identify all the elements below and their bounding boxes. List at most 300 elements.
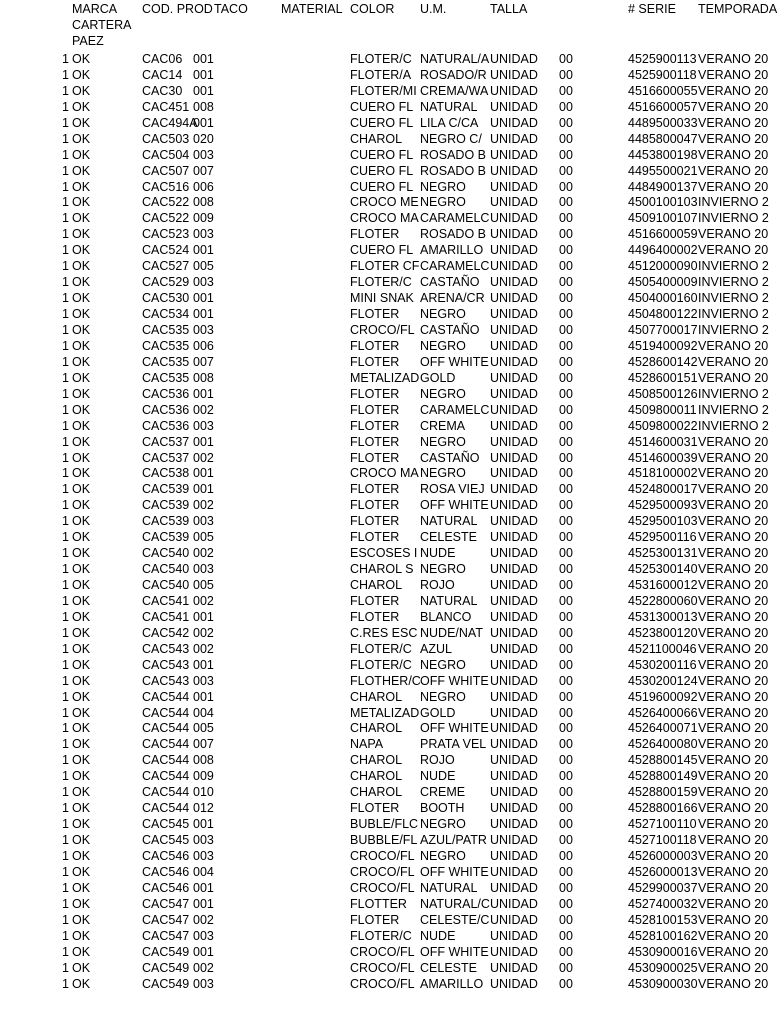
cell-color: CASTAÑO	[420, 275, 480, 290]
table-row	[0, 322, 768, 338]
cell-talla: 00	[559, 195, 573, 210]
table-row	[0, 960, 768, 976]
cell-cantidad: 1	[62, 593, 69, 608]
cell-cantidad: 1	[62, 657, 69, 672]
cell-um: UNIDAD	[490, 147, 538, 162]
cell-cantidad: 1	[62, 801, 69, 816]
cell-serie: 4512000090	[628, 259, 698, 274]
cell-material: CHAROL	[350, 689, 403, 704]
cell-cantidad: 1	[62, 307, 69, 322]
cell-talla: 00	[559, 737, 573, 752]
cell-um: UNIDAD	[490, 179, 538, 194]
cell-taco: 001	[193, 689, 214, 704]
cell-serie: 4489500033	[628, 115, 698, 130]
cell-taco: 001	[193, 83, 214, 98]
cell-talla: 00	[559, 689, 573, 704]
cell-marca: OK	[72, 657, 91, 672]
cell-temporada: VERANO 20	[698, 530, 769, 545]
cell-cantidad: 1	[62, 530, 69, 545]
cell-talla: 00	[559, 912, 573, 927]
cell-cod-prod: CAC541	[142, 609, 190, 624]
cell-serie: 4500100103	[628, 195, 698, 210]
cell-temporada: INVIERNO 2	[698, 275, 769, 290]
cell-talla: 00	[559, 562, 573, 577]
cell-marca: OK	[72, 466, 91, 481]
cell-serie: 4528100162	[628, 928, 698, 943]
cell-cantidad: 1	[62, 498, 69, 513]
cell-material: NAPA	[350, 737, 384, 752]
cell-cod-prod: CAC536	[142, 418, 190, 433]
cell-talla: 00	[559, 243, 573, 258]
cell-talla: 00	[559, 864, 573, 879]
cell-cod-prod: CAC535	[142, 322, 190, 337]
cell-talla: 00	[559, 753, 573, 768]
cell-cod-prod: CAC540	[142, 546, 190, 561]
cell-material: FLOTER/C	[350, 928, 412, 943]
cell-marca: OK	[72, 179, 91, 194]
cell-marca: OK	[72, 721, 91, 736]
cell-um: UNIDAD	[490, 67, 538, 82]
table-row	[0, 641, 768, 657]
cell-cantidad: 1	[62, 833, 69, 848]
cell-cantidad: 1	[62, 402, 69, 417]
cell-cantidad: 1	[62, 609, 69, 624]
cell-material: CROCO/FL	[350, 864, 415, 879]
cell-marca: OK	[72, 928, 91, 943]
cell-marca: OK	[72, 801, 91, 816]
cell-serie: 4529500116	[628, 530, 697, 545]
cell-material: FLOTER	[350, 609, 400, 624]
cell-um: UNIDAD	[490, 243, 538, 258]
table-row	[0, 338, 768, 354]
cell-marca: OK	[72, 753, 91, 768]
cell-talla: 00	[559, 322, 573, 337]
cell-color: NEGRO	[420, 689, 466, 704]
cell-material: FLOTER	[350, 450, 400, 465]
cell-taco: 007	[193, 354, 214, 369]
cell-material: CHAROL	[350, 769, 403, 784]
cell-cod-prod: CAC530	[142, 291, 190, 306]
cell-taco: 008	[193, 753, 214, 768]
cell-talla: 00	[559, 402, 573, 417]
cell-talla: 00	[559, 514, 573, 529]
table-row	[0, 944, 768, 960]
cell-color: CREMA	[420, 418, 466, 433]
cell-um: UNIDAD	[490, 211, 538, 226]
cell-cantidad: 1	[62, 195, 69, 210]
cell-temporada: VERANO 20	[698, 578, 769, 593]
cell-color: NEGRO	[420, 562, 466, 577]
cell-taco: 001	[193, 434, 214, 449]
cell-um: UNIDAD	[490, 578, 538, 593]
cell-taco: 001	[193, 817, 214, 832]
cell-serie: 4521100046	[628, 641, 697, 656]
cell-serie: 4528800166	[628, 801, 698, 816]
cell-material: FLOTER	[350, 498, 400, 513]
header-talla: TALLA	[490, 2, 528, 16]
cell-serie: 4509100107	[628, 211, 698, 226]
cell-taco: 005	[193, 578, 214, 593]
cell-cantidad: 1	[62, 928, 69, 943]
cell-cantidad: 1	[62, 944, 69, 959]
cell-material: FLOTER/MI	[350, 83, 417, 98]
cell-temporada: VERANO 20	[698, 115, 769, 130]
table-row	[0, 912, 768, 928]
table-row	[0, 880, 768, 896]
cell-color: NEGRO	[420, 849, 466, 863]
cell-taco: 006	[193, 179, 214, 194]
cell-talla: 00	[559, 721, 573, 736]
cell-talla: 00	[559, 976, 573, 991]
cell-taco: 001	[193, 115, 214, 130]
table-row	[0, 402, 768, 418]
cell-cantidad: 1	[62, 354, 69, 369]
cell-taco: 001	[193, 243, 214, 258]
cell-temporada: VERANO 20	[698, 52, 769, 66]
cell-talla: 00	[559, 769, 573, 784]
cell-temporada: VERANO 20	[698, 609, 769, 624]
cell-talla: 00	[559, 434, 573, 449]
cell-marca: OK	[72, 944, 91, 959]
cell-material: CUERO FL	[350, 243, 414, 258]
table-row	[0, 609, 768, 625]
cell-taco: 001	[193, 880, 214, 895]
cell-material: FLOTTER	[350, 896, 407, 911]
cell-color: ROSADO B	[420, 147, 486, 162]
cell-marca: OK	[72, 769, 91, 784]
cell-color: AZUL	[420, 641, 452, 656]
cell-material: CROCO/FL	[350, 849, 415, 863]
cell-serie: 4518100002	[628, 466, 698, 481]
cell-marca: OK	[72, 641, 91, 656]
cell-talla: 00	[559, 450, 573, 465]
cell-cod-prod: CAC544	[142, 721, 190, 736]
cell-talla: 00	[559, 83, 573, 98]
cell-um: UNIDAD	[490, 370, 538, 385]
cell-taco: 009	[193, 769, 214, 784]
cell-cantidad: 1	[62, 864, 69, 879]
cell-cod-prod: CAC546	[142, 880, 190, 895]
cell-taco: 002	[193, 450, 214, 465]
cell-cantidad: 1	[62, 705, 69, 720]
header-marca-line3: PAEZ	[72, 34, 104, 48]
cell-material: CROCO MA	[350, 211, 419, 226]
cell-material: METALIZAD	[350, 705, 420, 720]
cell-temporada: VERANO 20	[698, 179, 769, 194]
cell-cod-prod: CAC544	[142, 785, 190, 800]
cell-temporada: VERANO 20	[698, 769, 769, 784]
cell-serie: 4508500126	[628, 386, 698, 401]
cell-color: ROSADO B	[420, 163, 486, 178]
cell-material: FLOTER/A	[350, 67, 412, 82]
cell-color: AZUL/PATR	[420, 833, 487, 848]
cell-cantidad: 1	[62, 115, 69, 130]
cell-temporada: VERANO 20	[698, 370, 769, 385]
cell-color: GOLD	[420, 370, 456, 385]
cell-talla: 00	[559, 609, 573, 624]
cell-talla: 00	[559, 179, 573, 194]
table-row	[0, 784, 768, 800]
table-row	[0, 657, 768, 673]
cell-color: NUDE	[420, 546, 456, 561]
cell-cod-prod: CAC539	[142, 498, 190, 513]
cell-cantidad: 1	[62, 514, 69, 529]
cell-cod-prod: CAC547	[142, 928, 190, 943]
cell-cod-prod: CAC545	[142, 833, 190, 848]
cell-marca: OK	[72, 338, 91, 353]
cell-cod-prod: CAC549	[142, 960, 190, 975]
header-color: COLOR	[350, 2, 395, 16]
cell-talla: 00	[559, 960, 573, 975]
cell-cantidad: 1	[62, 418, 69, 433]
cell-talla: 00	[559, 801, 573, 816]
cell-color: ROJO	[420, 753, 455, 768]
cell-color: ROSADO B	[420, 227, 486, 242]
cell-marca: OK	[72, 275, 91, 290]
cell-color: NEGRO	[420, 179, 466, 194]
cell-cod-prod: CAC527	[142, 259, 190, 274]
cell-material: ESCOSES I	[350, 546, 418, 561]
cell-serie: 4516600059	[628, 227, 698, 242]
cell-taco: 008	[193, 370, 214, 385]
cell-um: UNIDAD	[490, 83, 538, 98]
cell-cantidad: 1	[62, 131, 69, 146]
cell-taco: 005	[193, 530, 214, 545]
cell-taco: 003	[193, 562, 214, 577]
cell-cod-prod: CAC524	[142, 243, 190, 258]
cell-talla: 00	[559, 530, 573, 545]
cell-talla: 00	[559, 307, 573, 322]
cell-marca: OK	[72, 976, 91, 991]
cell-um: UNIDAD	[490, 275, 538, 290]
cell-taco: 001	[193, 896, 214, 911]
cell-color: ROSADO/R	[420, 67, 487, 82]
table-row	[0, 194, 768, 210]
cell-talla: 00	[559, 354, 573, 369]
cell-taco: 001	[193, 386, 214, 401]
header-marca-line1: MARCA	[72, 2, 118, 16]
cell-color: NATURAL/A	[420, 52, 490, 66]
cell-temporada: VERANO 20	[698, 737, 769, 752]
cell-temporada: VERANO 20	[698, 976, 769, 991]
table-row	[0, 274, 768, 290]
cell-cantidad: 1	[62, 370, 69, 385]
cell-taco: 003	[193, 322, 214, 337]
cell-temporada: VERANO 20	[698, 131, 769, 146]
cell-temporada: VERANO 20	[698, 689, 769, 704]
table-row	[0, 928, 768, 944]
cell-temporada: VERANO 20	[698, 705, 769, 720]
cell-talla: 00	[559, 115, 573, 130]
table-row	[0, 83, 768, 99]
cell-talla: 00	[559, 259, 573, 274]
cell-cod-prod: CAC549	[142, 944, 190, 959]
cell-um: UNIDAD	[490, 801, 538, 816]
cell-serie: 4531300013	[628, 609, 698, 624]
cell-talla: 00	[559, 147, 573, 162]
cell-material: FLOTER	[350, 593, 400, 608]
cell-talla: 00	[559, 418, 573, 433]
cell-color: CASTAÑO	[420, 322, 480, 337]
cell-cod-prod: CAC542	[142, 625, 190, 640]
cell-cod-prod: CAC494A	[142, 115, 198, 130]
cell-um: UNIDAD	[490, 131, 538, 146]
cell-cod-prod: CAC537	[142, 434, 190, 449]
cell-temporada: VERANO 20	[698, 514, 769, 529]
table-row	[0, 306, 768, 322]
cell-taco: 003	[193, 227, 214, 242]
cell-temporada: VERANO 20	[698, 498, 769, 513]
cell-color: CARAMELC	[420, 402, 490, 417]
cell-um: UNIDAD	[490, 673, 538, 688]
cell-talla: 00	[559, 817, 573, 832]
cell-cod-prod: CAC544	[142, 769, 190, 784]
cell-cantidad: 1	[62, 386, 69, 401]
table-row	[0, 832, 768, 848]
cell-serie: 4496400002	[628, 243, 698, 258]
cell-material: CUERO FL	[350, 99, 414, 114]
table-row	[0, 67, 768, 83]
cell-temporada: VERANO 20	[698, 864, 769, 879]
table-row	[0, 513, 768, 529]
cell-talla: 00	[559, 163, 573, 178]
cell-color: NATURAL	[420, 514, 478, 529]
table-row	[0, 450, 768, 466]
cell-um: UNIDAD	[490, 896, 538, 911]
cell-material: FLOTHER/C	[350, 673, 421, 688]
cell-temporada: VERANO 20	[698, 960, 769, 975]
cell-serie: 4530200124	[628, 673, 698, 688]
cell-cod-prod: CAC544	[142, 737, 190, 752]
cell-marca: OK	[72, 227, 91, 242]
cell-talla: 00	[559, 482, 573, 497]
cell-cod-prod: CAC522	[142, 211, 190, 226]
cell-temporada: VERANO 20	[698, 227, 769, 242]
cell-um: UNIDAD	[490, 291, 538, 306]
cell-um: UNIDAD	[490, 52, 538, 66]
cell-talla: 00	[559, 578, 573, 593]
cell-marca: OK	[72, 705, 91, 720]
cell-cod-prod: CAC546	[142, 864, 190, 879]
table-row	[0, 864, 768, 880]
cell-taco: 003	[193, 514, 214, 529]
cell-cod-prod: CAC537	[142, 450, 190, 465]
table-row	[0, 51, 768, 67]
cell-um: UNIDAD	[490, 402, 538, 417]
cell-marca: OK	[72, 370, 91, 385]
table-row	[0, 147, 768, 163]
cell-color: NATURAL	[420, 593, 478, 608]
cell-taco: 001	[193, 67, 214, 82]
cell-serie: 4523800120	[628, 625, 698, 640]
table-row	[0, 848, 768, 864]
cell-cantidad: 1	[62, 689, 69, 704]
cell-color: PRATA VEL	[420, 737, 487, 752]
cell-marca: OK	[72, 450, 91, 465]
cell-taco: 002	[193, 912, 214, 927]
cell-marca: OK	[72, 864, 91, 879]
cell-taco: 002	[193, 593, 214, 608]
table-row	[0, 354, 768, 370]
cell-um: UNIDAD	[490, 338, 538, 353]
cell-talla: 00	[559, 275, 573, 290]
cell-cod-prod: CAC544	[142, 753, 190, 768]
cell-cod-prod: CAC535	[142, 354, 190, 369]
cell-temporada: VERANO 20	[698, 673, 769, 688]
cell-serie: 4530900030	[628, 976, 698, 991]
cell-cantidad: 1	[62, 163, 69, 178]
cell-serie: 4526000003	[628, 849, 698, 863]
cell-um: UNIDAD	[490, 960, 538, 975]
cell-material: FLOTER	[350, 514, 400, 529]
header-marca-line2: CARTERA	[72, 18, 132, 32]
cell-temporada: VERANO 20	[698, 753, 769, 768]
cell-serie: 4509800011	[628, 402, 697, 417]
cell-cod-prod: CAC504	[142, 147, 190, 162]
cell-um: UNIDAD	[490, 514, 538, 529]
cell-taco: 001	[193, 466, 214, 481]
cell-color: BLANCO	[420, 609, 472, 624]
cell-material: CHAROL	[350, 131, 403, 146]
table-row	[0, 210, 768, 226]
cell-marca: OK	[72, 83, 91, 98]
cell-material: FLOTER	[350, 307, 400, 322]
cell-temporada: VERANO 20	[698, 67, 769, 82]
cell-taco: 003	[193, 147, 214, 162]
cell-um: UNIDAD	[490, 785, 538, 800]
cell-serie: 4527400032	[628, 896, 698, 911]
cell-material: CROCO/FL	[350, 976, 415, 991]
cell-cod-prod: CAC534	[142, 307, 190, 322]
cell-material: FLOTER	[350, 338, 400, 353]
cell-serie: 4530200116	[628, 657, 697, 672]
cell-serie: 4453800198	[628, 147, 698, 162]
cell-cod-prod: CAC543	[142, 641, 190, 656]
cell-color: NATURAL	[420, 99, 478, 114]
table-row	[0, 976, 768, 992]
cell-marca: OK	[72, 131, 91, 146]
cell-talla: 00	[559, 99, 573, 114]
cell-um: UNIDAD	[490, 227, 538, 242]
cell-material: FLOTER	[350, 386, 400, 401]
cell-serie: 4528600142	[628, 354, 698, 369]
cell-talla: 00	[559, 546, 573, 561]
cell-temporada: INVIERNO 2	[698, 307, 769, 322]
header-cod-prod: COD. PROD	[142, 2, 213, 16]
table-row	[0, 465, 768, 481]
cell-serie: 4516600057	[628, 99, 698, 114]
cell-talla: 00	[559, 673, 573, 688]
cell-serie: 4484900137	[628, 179, 698, 194]
cell-marca: OK	[72, 402, 91, 417]
cell-marca: OK	[72, 322, 91, 337]
cell-cod-prod: CAC543	[142, 657, 190, 672]
table-row	[0, 226, 768, 242]
cell-color: CELESTE	[420, 960, 477, 975]
cell-serie: 4524800017	[628, 482, 698, 497]
cell-cod-prod: CAC539	[142, 482, 190, 497]
cell-temporada: INVIERNO 2	[698, 402, 769, 417]
cell-talla: 00	[559, 291, 573, 306]
cell-talla: 00	[559, 52, 573, 66]
table-row	[0, 736, 768, 752]
cell-cantidad: 1	[62, 338, 69, 353]
cell-taco: 003	[193, 928, 214, 943]
cell-color: CASTAÑO	[420, 450, 480, 465]
cell-taco: 003	[193, 275, 214, 290]
cell-color: ROSA VIEJ	[420, 482, 485, 497]
cell-talla: 00	[559, 466, 573, 481]
